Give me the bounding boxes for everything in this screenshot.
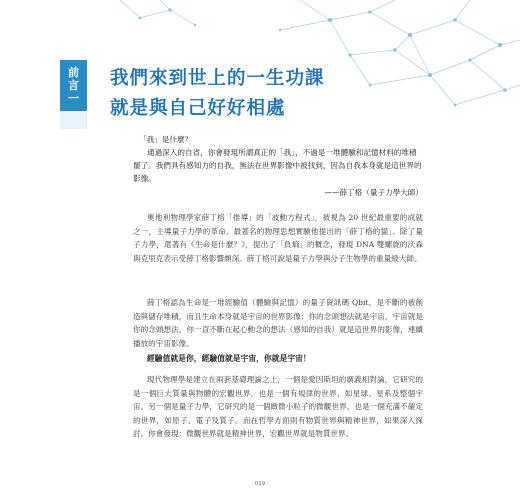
quote-attribution: ——薛丁格（量子力學大師） — [324, 188, 423, 197]
section-heading: 經驗值就是你，經驗值就是宇宙，你就是宇宙！ — [147, 354, 311, 363]
chapter-title-line-2: 就是與自己好好相處 — [110, 98, 286, 119]
chapter-tag — [60, 60, 87, 111]
body-paragraph-1: 奧地利物理學家薛丁格「推導」的「波動方程式」，被視為 20 世紀最重要的成就之一，主導量子力學的革命。最著名的物理思想實驗他提出的「薛丁格的貓」。除了量子力學，還著有《生命是什麼？》，提出了「負熵」的概念，發現 DNA 雙螺旋的沃森與克里克表示受薛丁格影響頗深。薛丁格可說是量子力學與分子生物學的重量級大師。 — [133, 213, 423, 263]
page-number: 019 — [254, 481, 266, 487]
chapter-tag-char-1: 前 — [68, 66, 79, 79]
chapter-tag-char-3: 一 — [68, 92, 79, 105]
chapter-title — [110, 64, 325, 124]
chapter-tag-char-2: 言 — [68, 79, 79, 92]
chapter-tag-bar — [60, 111, 87, 129]
epigraph-quote — [133, 133, 423, 199]
body-paragraph-3: 現代物理學是建立在兩套基礎理論之上，一個是愛因斯坦的廣義相對論，它研究的是一個巨大質量與物體的宏觀世界，也是一個有規律的世界，如星球、星系及整個宇宙。另一個是量子力學，它研究的是一個緻微小粒子的微觀世界，也是一個充滿不確定的世界，如原子、電子及質子。而在哲學方面則有物質世界與精神世界，如果深入探討，你會發現：微觀世界就是精神世界，宏觀世界就是物質世界。 — [133, 375, 423, 439]
chapter-title-line-1: 我們來到世上的一生功課 — [110, 68, 325, 89]
quote-question: 「我」是什麼？ — [139, 135, 193, 144]
quote-text: 通過深入的自省，你會發現所謂真正的「我」，不過是一堆體驗和記憶材料的堆積罷了。我們具有感知力的自我，無法在世界影像中被找到，因為自我本身就是這世界的影像。 — [133, 148, 422, 183]
body-paragraph-2: 薛丁格認為生命是一堆經驗值（體驗與記憶）的量子資訊碼 Qbit，是不斷的被創造與儲存堆積，而且生命本身就是宇宙的世界影像；你的念頭想法就是宇宙，宇宙就是你的念頭想法，你一直不斷在起心動念的想法（感知的自我）就是這世界的影像，連續播放的宇宙影像。 — [133, 298, 423, 348]
